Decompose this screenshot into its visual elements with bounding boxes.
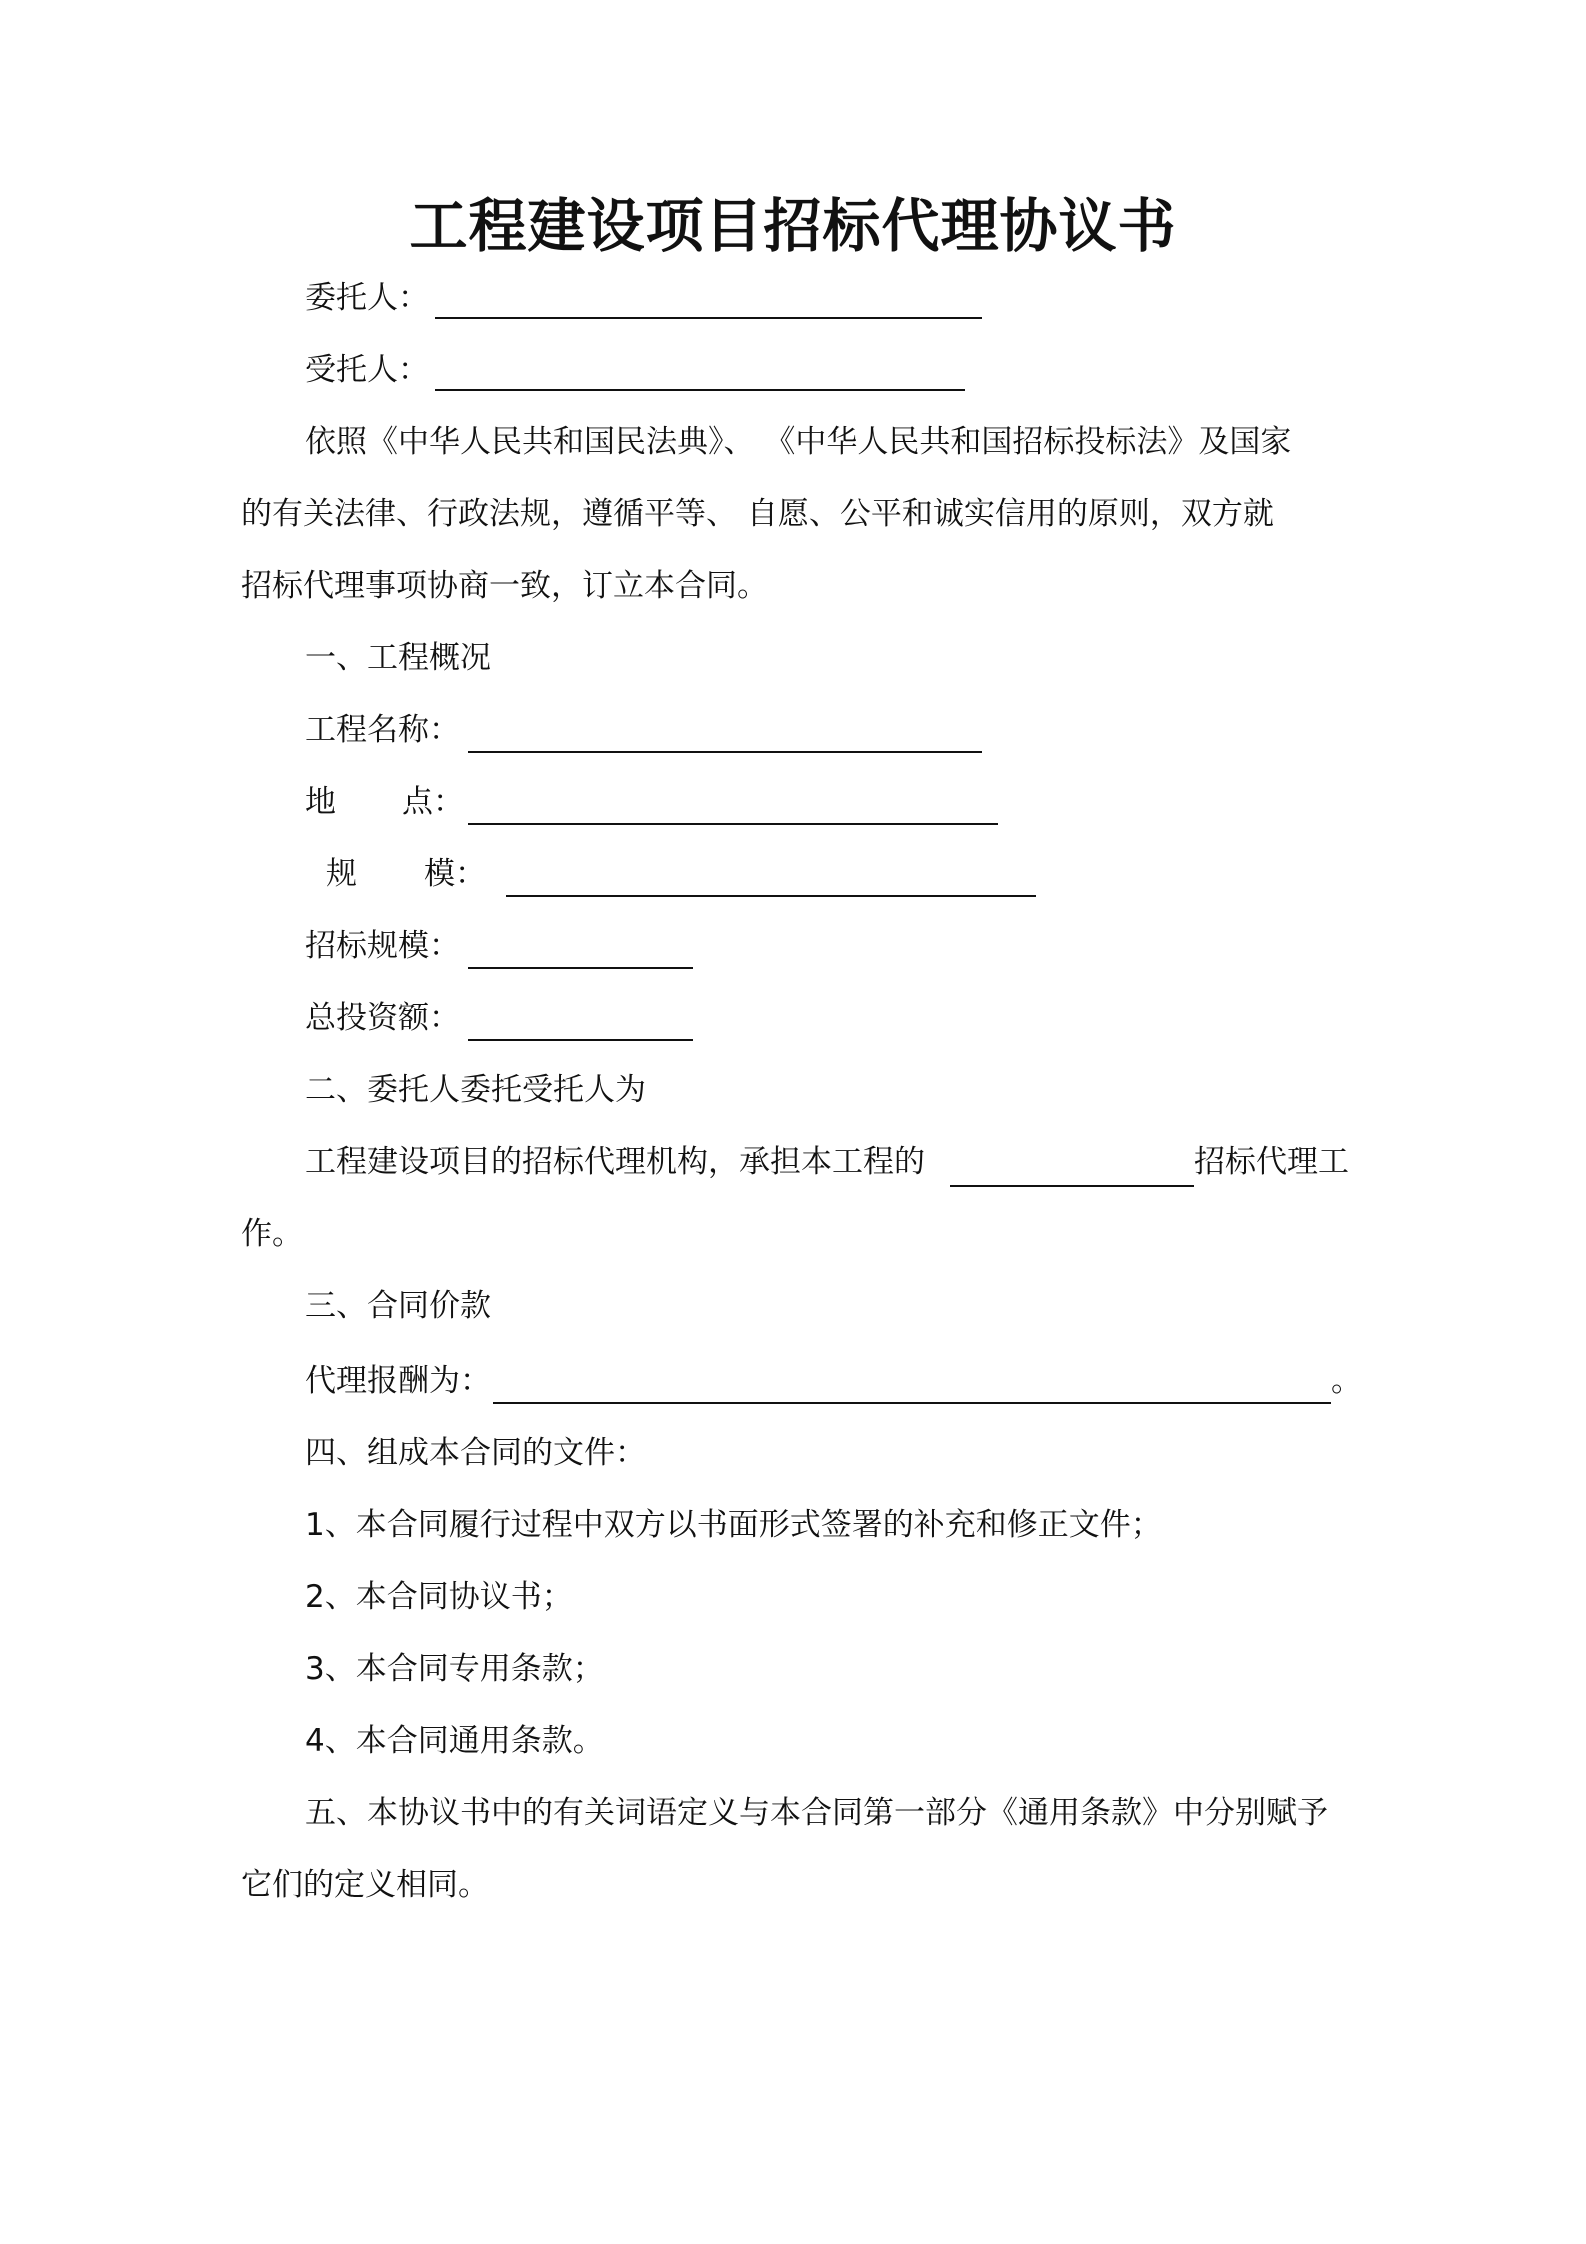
principal-blank[interactable] (435, 317, 982, 319)
section4-heading: 四、组成本合同的文件： (305, 1435, 646, 1471)
location-label-part1: 地 (305, 784, 336, 820)
section2-line2: 作。 (241, 1216, 303, 1252)
fee-label: 代理报酬为： (305, 1363, 491, 1399)
agent-label: 受托人： (305, 352, 429, 388)
section2-line1-before: 工程建设项目的招标代理机构，承担本工程的 (305, 1144, 925, 1180)
project-name-blank[interactable] (468, 751, 982, 753)
location-label-part2: 点： (402, 784, 464, 820)
agent-blank[interactable] (435, 389, 965, 391)
preamble-line-3: 招标代理事项协商一致，订立本合同。 (241, 568, 768, 604)
section2-heading: 二、委托人委托受托人为 (305, 1072, 646, 1108)
section5-line1: 五、本协议书中的有关词语定义与本合同第一部分《通用条款》中分别赋予 (305, 1795, 1328, 1831)
preamble-line-2: 的有关法律、行政法规，遵循平等、 自愿、公平和诚实信用的原则，双方就 (241, 496, 1274, 532)
preamble-line-1: 依照《中华人民共和国民法典》、 《中华人民共和国招标投标法》及国家 (305, 424, 1292, 460)
tender-scale-blank[interactable] (468, 967, 693, 969)
section4-item-4: 4、本合同通用条款。 (305, 1723, 604, 1759)
section2-line1-after: 招标代理工 (1194, 1144, 1349, 1180)
section5-line2: 它们的定义相同。 (241, 1867, 489, 1903)
section4-item-2: 2、本合同协议书； (305, 1579, 573, 1615)
principal-label: 委托人： (305, 280, 429, 316)
fee-blank[interactable] (493, 1402, 1331, 1404)
project-name-label: 工程名称： (305, 712, 460, 748)
scale-blank[interactable] (506, 895, 1036, 897)
section3-heading: 三、合同价款 (305, 1288, 491, 1324)
section1-heading: 一、工程概况 (305, 640, 491, 676)
total-investment-label: 总投资额： (305, 1000, 460, 1036)
tender-scale-label: 招标规模： (305, 928, 460, 964)
scale-label-part2: 模： (424, 856, 486, 892)
scale-label-part1: 规 (326, 856, 357, 892)
total-investment-blank[interactable] (468, 1039, 693, 1041)
agency-scope-blank[interactable] (950, 1185, 1194, 1187)
section4-item-3: 3、本合同专用条款； (305, 1651, 604, 1687)
section4-item-1: 1、本合同履行过程中双方以书面形式签署的补充和修正文件； (305, 1507, 1162, 1543)
document-title: 工程建设项目招标代理协议书 (409, 192, 1177, 260)
location-blank[interactable] (468, 823, 998, 825)
fee-end-mark: 。 (1331, 1363, 1362, 1399)
